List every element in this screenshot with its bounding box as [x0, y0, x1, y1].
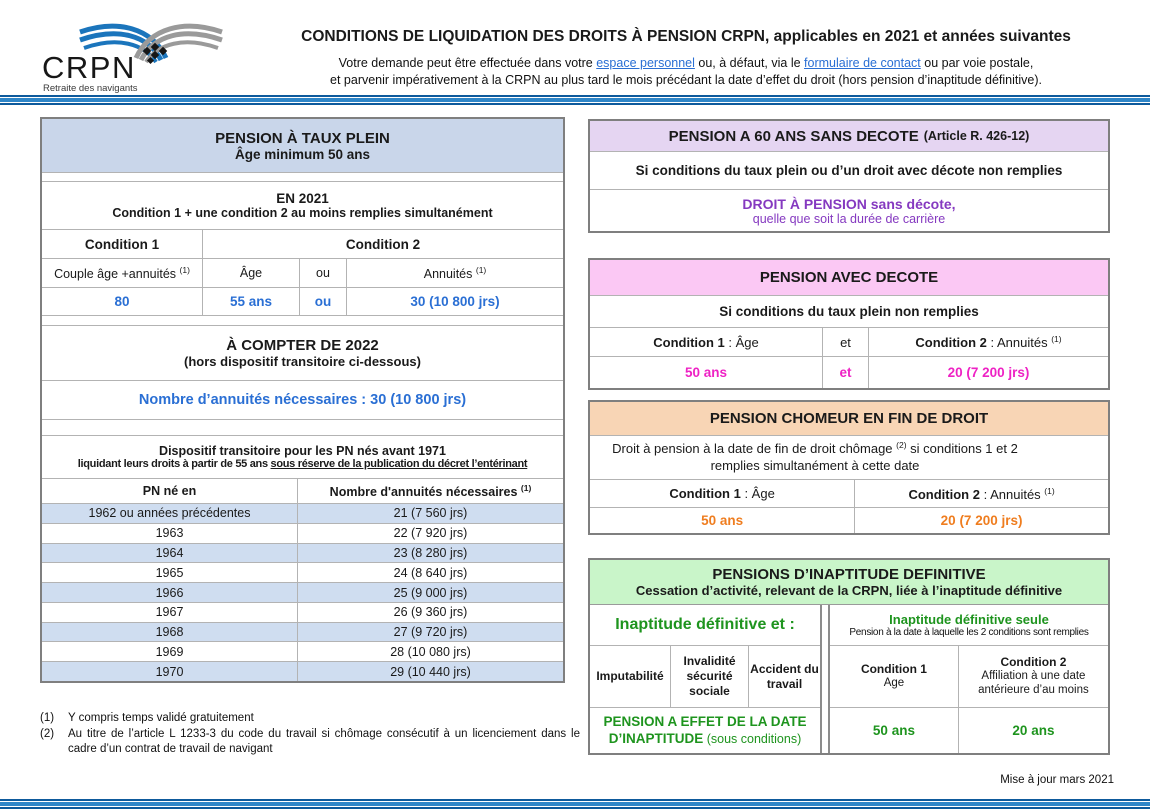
transitional-line2-underlined: sous réserve de la publication du décret l’entérinant — [270, 458, 528, 470]
chomeur-box — [588, 400, 1110, 535]
footnote1-marker: (1) — [1044, 485, 1055, 496]
avec-decote-et: et — [822, 328, 868, 356]
sans-decote-header — [590, 121, 1108, 151]
cell-born: 1966 — [155, 585, 184, 600]
chomeur-header: PENSION CHOMEUR EN FIN DE DROIT — [590, 402, 1108, 435]
taux-plein-subtitle: Âge minimum 50 ans — [234, 146, 371, 162]
sans-decote-result — [590, 189, 1108, 231]
footnote-2-text: Au titre de l’article L 1233-3 du code du travail si chômage consécutif à un licenciement dans le cadre d’un contrat de travail de navigant — [68, 727, 580, 755]
avec-decote-cond-row — [590, 327, 1108, 356]
table-row — [42, 602, 563, 622]
logo-brand: CRPN — [42, 50, 136, 85]
right-header-subtitle: Pension à la date à laquelle les 2 conditions sont remplies — [849, 627, 1089, 638]
footnote-2-label: (2) — [40, 727, 55, 740]
chomeur-values-row — [590, 507, 1108, 533]
page-title: CONDITIONS DE LIQUIDATION DES DROITS À PENSION CRPN, applicables en 2021 et années suivantes — [301, 28, 1071, 45]
intro-text — [250, 55, 1122, 89]
from2022-subtitle: (hors dispositif transitoire ci-dessous) — [184, 354, 421, 369]
cell-born: 1962 ou années précédentes — [88, 506, 251, 521]
avec-decote-val2: 20 (7 200 jrs) — [868, 357, 1108, 388]
cell-annuities: 29 (10 440 jrs) — [297, 662, 563, 681]
intro-post: ou par voie postale, — [920, 56, 1034, 70]
document-header — [250, 28, 1122, 89]
footnote-1 — [40, 711, 580, 726]
divider-bar-top — [0, 95, 1150, 105]
ou-column-header: ou — [299, 259, 346, 287]
cond1-detail: Age — [883, 677, 905, 690]
cell-born: 1968 — [155, 625, 184, 640]
sans-decote-condition: Si conditions du taux plein ou d’un droit avec décote non remplies — [590, 151, 1108, 189]
en2021-header — [42, 181, 563, 229]
footnote1-marker: (1) — [179, 265, 190, 275]
chomeur-val1: 50 ans — [701, 513, 744, 528]
sans-decote-box — [588, 119, 1110, 233]
cell-annuities: 23 (8 280 jrs) — [297, 544, 563, 563]
cell-annuities: 21 (7 560 jrs) — [297, 504, 563, 523]
cond2-label: Condition 2 — [915, 335, 987, 350]
table-row — [42, 503, 563, 523]
cell-annuities: 22 (7 920 jrs) — [297, 524, 563, 543]
condition1-header: Condition 1 — [84, 236, 160, 252]
transitional-line2-pre: liquidant leurs droits à partir de 55 ans — [77, 458, 271, 470]
avec-decote-val-et: et — [822, 357, 868, 388]
table-row — [42, 582, 563, 602]
crpn-logo — [40, 8, 255, 94]
footnote1-marker: (1) — [520, 483, 532, 493]
ou-value: ou — [299, 288, 346, 315]
cond1-label: Condition 1 — [860, 662, 927, 677]
invalidite-column: Invalidité sécurité sociale — [670, 646, 748, 707]
annuites-label: Annuités — [423, 267, 476, 281]
cell-annuities: 28 (10 080 jrs) — [297, 642, 563, 661]
inaptitude-right-columns — [830, 645, 1108, 707]
footnotes — [40, 711, 580, 758]
double-divider — [820, 605, 830, 753]
inaptitude-right-header — [830, 605, 1108, 645]
cond1-rest: : Âge — [740, 486, 775, 501]
transitional-line2 — [43, 458, 562, 470]
condition-header-row — [42, 229, 563, 258]
footnote1-marker: (1) — [1051, 334, 1062, 344]
cell-born: 1963 — [155, 526, 184, 541]
annuites-column-header — [346, 259, 563, 287]
inaptitude-left-section — [590, 605, 820, 753]
inaptitude-val2: 20 ans — [958, 708, 1108, 753]
condition2-header: Condition 2 — [202, 230, 563, 258]
avec-decote-values-row — [590, 356, 1108, 388]
cond2-label: Condition 2 — [1000, 655, 1067, 670]
avec-decote-val1: 50 ans — [684, 365, 728, 380]
cell-born: 1964 — [155, 545, 184, 560]
inaptitude-right-section — [830, 605, 1108, 753]
taux-plein-header — [42, 119, 563, 172]
divider-bar-bottom — [0, 799, 1150, 809]
sans-decote-result-detail: quelle que soit la durée de carrière — [752, 211, 946, 226]
en2021-title: EN 2021 — [276, 191, 329, 206]
cond2-rest: : Annuités — [986, 335, 1052, 350]
spacer-row — [42, 315, 563, 325]
cell-born: 1967 — [155, 605, 184, 620]
cell-annuities: 25 (9 000 jrs) — [297, 583, 563, 602]
years-table-header — [42, 478, 563, 503]
couple-value: 80 — [114, 294, 130, 309]
from2022-title: À COMPTER DE 2022 — [226, 337, 379, 354]
table-row — [42, 543, 563, 563]
annuities-column-header — [297, 479, 563, 503]
footnote-2 — [40, 727, 580, 757]
table-row — [42, 523, 563, 543]
inaptitude-box — [588, 558, 1110, 755]
age-column-header: Âge — [202, 259, 299, 287]
intro-mid: ou, à défaut, via le — [694, 56, 805, 70]
intro-line2: et parvenir impérativement à la CRPN au plus tard le mois précédant la date d’effet du droit (hors pension d’inaptitude définitive). — [330, 72, 1042, 87]
footnote-1-label: (1) — [40, 712, 55, 724]
table-row — [42, 641, 563, 661]
left-result-main: PENSION A EFFET DE LA DATE D’INAPTITUDE — [603, 713, 807, 746]
avec-decote-box — [588, 258, 1110, 390]
cell-born: 1970 — [155, 664, 184, 679]
born-column-header: PN né en — [142, 484, 197, 498]
inaptitude-val1: 50 ans — [872, 723, 915, 738]
espace-personnel-link[interactable]: espace personnel — [596, 56, 695, 70]
sans-decote-article: (Article R. 426-12) — [923, 129, 1030, 143]
condition-subheader-row — [42, 258, 563, 287]
transitional-line1: Dispositif transitoire pour les PN nés avant 1971 — [159, 444, 446, 458]
footnote2-marker: (2) — [896, 440, 907, 451]
inaptitude-left-result — [590, 707, 820, 753]
avec-decote-cond2 — [868, 328, 1108, 356]
chomeur-val2: 20 (7 200 jrs) — [854, 508, 1108, 533]
accident-column: Accident du travail — [748, 646, 820, 707]
couple-column-header — [42, 259, 202, 287]
footnote1-marker: (1) — [475, 265, 487, 275]
sans-decote-title: PENSION A 60 ANS SANS DECOTE — [668, 127, 919, 145]
avec-decote-condition: Si conditions du taux plein non remplies — [590, 295, 1108, 327]
inaptitude-left-header: Inaptitude définitive et : — [615, 616, 795, 633]
left-result-detail: (sous conditions) — [703, 731, 802, 746]
cell-annuities: 24 (8 640 jrs) — [297, 563, 563, 582]
cond1-label: Condition 1 — [653, 334, 725, 350]
chomeur-description — [590, 435, 1108, 479]
cond1-label: Condition 1 — [669, 486, 741, 501]
logo-tagline: Retraite des navigants — [43, 83, 138, 94]
cond2-label: Condition 2 — [908, 486, 980, 502]
intro-pre: Votre demande peut être effectuée dans votre — [338, 56, 597, 70]
condition2-affiliation-column — [958, 646, 1108, 707]
chomeur-cond2 — [854, 480, 1108, 507]
spacer-row — [42, 172, 563, 181]
age-value: 55 ans — [202, 288, 299, 315]
formulaire-contact-link[interactable]: formulaire de contact — [804, 56, 921, 70]
avec-decote-cond1 — [590, 328, 822, 356]
cell-annuities: 26 (9 360 jrs) — [297, 603, 563, 622]
taux-plein-table — [40, 117, 565, 683]
inaptitude-title: PENSIONS D’INAPTITUDE DEFINITIVE — [712, 566, 986, 583]
inaptitude-body — [590, 604, 1108, 753]
cond1-rest: : Âge — [724, 334, 759, 350]
cond2-detail: Affiliation à une date antérieure d’au moins — [978, 670, 1089, 696]
table-row — [42, 622, 563, 642]
from2022-header — [42, 325, 563, 380]
cell-born: 1969 — [155, 644, 184, 659]
annuites-value: 30 (10 800 jrs) — [346, 288, 563, 315]
cell-annuities: 27 (9 720 jrs) — [297, 623, 563, 642]
table-row — [42, 661, 563, 681]
sans-decote-result-main: DROIT À PENSION sans décote, — [742, 195, 956, 212]
chomeur-cond-row — [590, 479, 1108, 507]
taux-plein-title: PENSION À TAUX PLEIN — [215, 129, 390, 147]
table-row — [42, 562, 563, 582]
imputabilite-column: Imputabilité — [596, 669, 664, 683]
cond2-rest: : Annuités — [979, 486, 1045, 502]
inaptitude-header — [590, 560, 1108, 604]
inaptitude-right-values — [830, 707, 1108, 753]
right-header-title: Inaptitude définitive seule — [889, 612, 1049, 627]
couple-label: Couple âge +annuités — [54, 267, 180, 281]
years-table-body — [42, 503, 563, 681]
chomeur-cond1 — [590, 480, 854, 507]
inaptitude-subtitle: Cessation d’activité, relevant de la CRPN, liée à l’inaptitude définitive — [635, 583, 1063, 598]
avec-decote-header: PENSION AVEC DECOTE — [590, 260, 1108, 295]
condition1-age-column — [830, 646, 958, 707]
annuities-needed-label: Nombre d'annuités nécessaires — [329, 485, 521, 499]
condition-values-row — [42, 287, 563, 315]
footnote-1-text: Y compris temps validé gratuitement — [68, 712, 254, 724]
from2022-value: Nombre d’annuités nécessaires : 30 (10 800 jrs) — [42, 380, 563, 419]
spacer-row — [42, 419, 563, 435]
en2021-subtitle: Condition 1 + une condition 2 au moins remplies simultanément — [112, 206, 493, 220]
chomeur-desc-post: si conditions 1 et 2 remplies simultanément à cette date — [710, 441, 1018, 473]
transitional-header — [42, 435, 563, 478]
chomeur-desc-pre: Droit à pension à la date de fin de droit chômage — [612, 441, 897, 457]
last-updated-text: Mise à jour mars 2021 — [1000, 774, 1114, 786]
cell-born: 1965 — [155, 565, 184, 580]
inaptitude-left-columns — [590, 645, 820, 707]
